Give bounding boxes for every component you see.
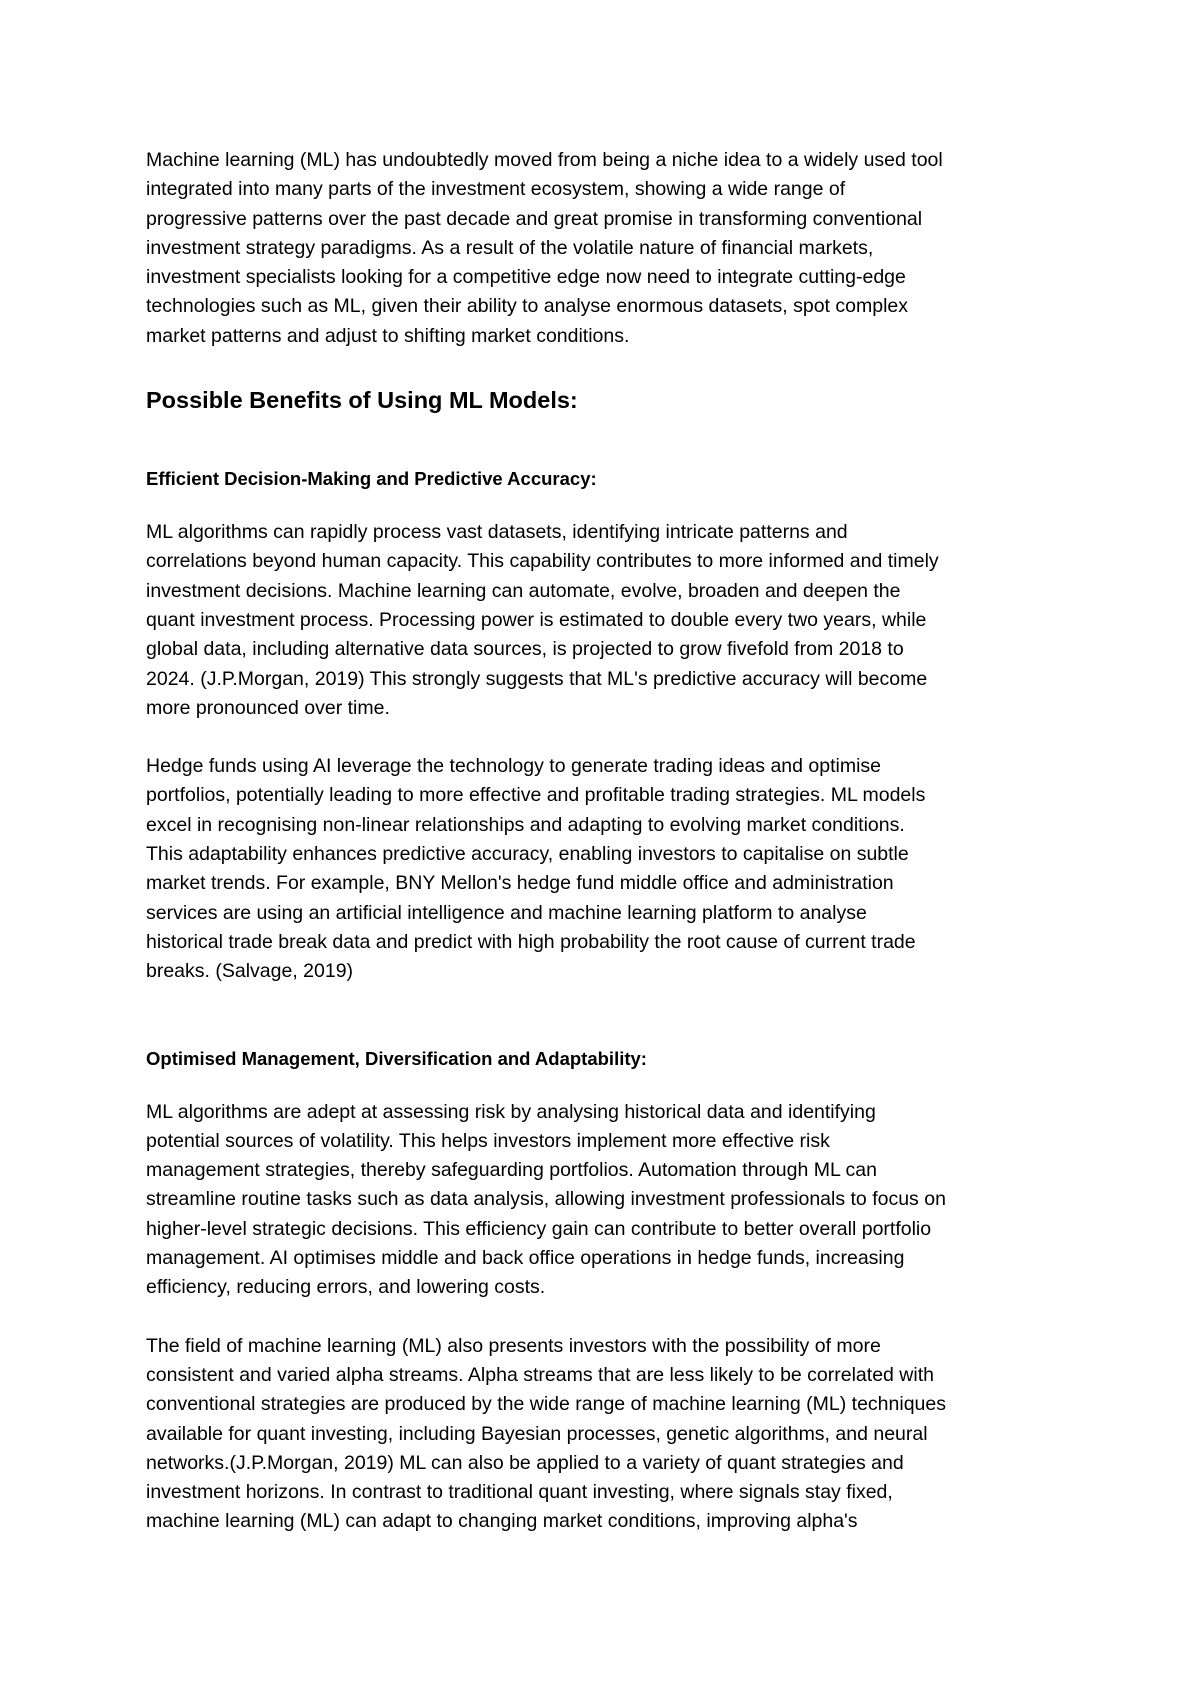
subheading-management: Optimised Management, Diversification and Adaptability:: [146, 1047, 647, 1069]
section-heading: Possible Benefits of Using ML Models:: [146, 387, 578, 414]
paragraph-decision-making-2: Hedge funds using AI leverage the technology to generate trading ideas and optimise portfolios, potentially leading to more effective and profitable trading strategies. ML models excel in recognising non-linear relationships and adapting to evolving market conditions. This adaptability enhances predictive accuracy, enabling investors to capitalise on subtle market trends. For example, BNY Mellon's hedge fund middle office and administration services are using an artificial intelligence and machine learning platform to analyse historical trade break data and predict with high probability the root cause of current trade breaks. (Salvage, 2019): [146, 755, 926, 983]
paragraph-decision-making-1: ML algorithms can rapidly process vast datasets, identifying intricate patterns and correlations beyond human capacity. This capability contributes to more informed and timely investment decisions. Machine learning can automate, evolve, broaden and deepen the quant investment process. Processing power is estimated to double every two years, while global data, including alternative data sources, is projected to grow fivefold from 2018 to 2024. (J.P.Morgan, 2019) This strongly suggests that ML's predictive accuracy will become more pronounced over time.: [146, 521, 939, 719]
subheading-decision-making: Efficient Decision-Making and Predictive Accuracy:: [146, 468, 597, 490]
intro-paragraph: Machine learning (ML) has undoubtedly moved from being a niche idea to a widely used tool integrated into many parts of the investment ecosystem, showing a wide range of progressive patterns over the past decade and great promise in transforming conventional investment strategy paradigms. As a result of the volatile nature of financial markets, investment specialists looking for a competitive edge now need to integrate cutting-edge technologies such as ML, given their ability to analyse enormous datasets, spot complex market patterns and adjust to shifting market conditions.: [146, 149, 943, 347]
paragraph-management-1: ML algorithms are adept at assessing risk by analysing historical data and identifying potential sources of volatility. This helps investors implement more effective risk management strategies, thereby safeguarding portfolios. Automation through ML can streamline routine tasks such as data analysis, allowing investment professionals to focus on higher-level strategic decisions. This efficiency gain can contribute to better overall portfolio management. AI optimises middle and back office operations in hedge funds, increasing efficiency, reducing errors, and lowering costs.: [146, 1100, 946, 1299]
document-page: [146, 146, 1076, 1537]
paragraph-management-2: The field of machine learning (ML) also presents investors with the possibility of more consistent and varied alpha streams. Alpha streams that are less likely to be correlated with conventional strategies are produced by the wide range of machine learning (ML) techniques available for quant investing, including Bayesian processes, genetic algorithms, and neural networks.(J.P.Morgan, 2019) ML can also be applied to a variety of quant strategies and investment horizons. In contrast to traditional quant investing, where signals stay fixed, machine learning (ML) can adapt to changing market conditions, improving alpha's: [146, 1334, 946, 1533]
